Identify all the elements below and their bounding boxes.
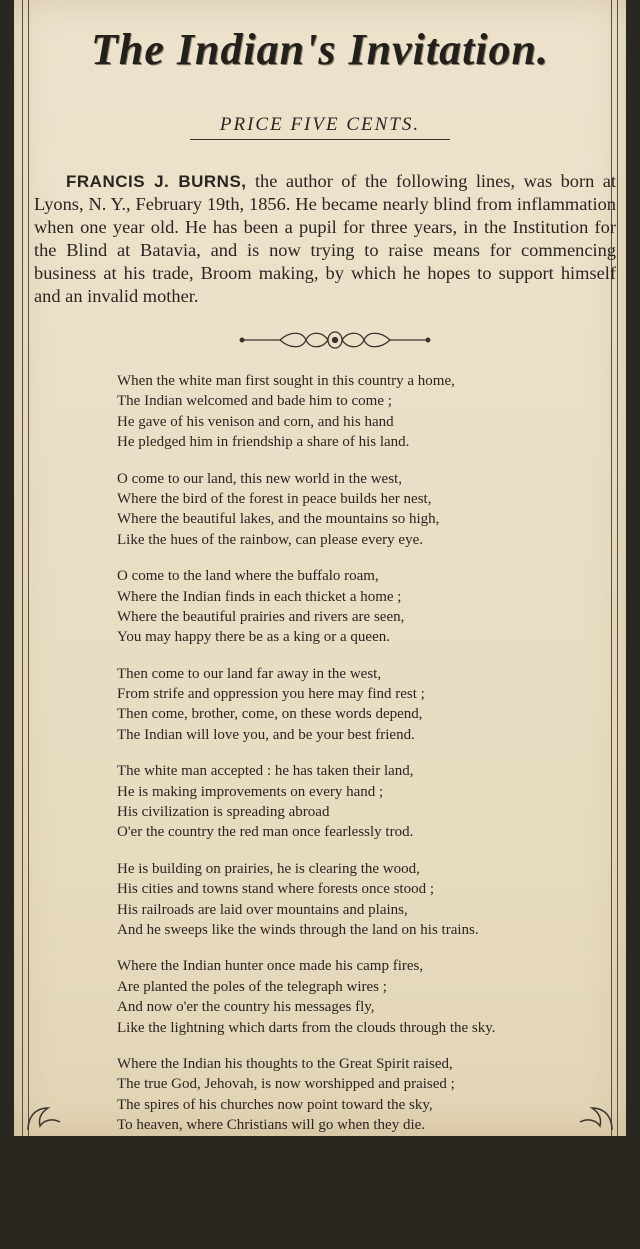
stanza	[117, 469, 612, 551]
stanza	[117, 1054, 612, 1136]
price-underline	[190, 139, 450, 140]
poem-line: And he sweeps like the winds through the land on his trains.	[117, 921, 479, 938]
decorative-divider-icon	[240, 329, 430, 351]
poem-line: You may happy there be as a king or a queen.	[117, 629, 390, 646]
stanza	[117, 566, 612, 648]
newspaper-clipping	[14, 0, 626, 1231]
corner-flourish-icon	[24, 1102, 64, 1132]
poem-line: And when death comes, in heaven we all may unite.	[117, 1214, 430, 1231]
poem-line: May prepare for a home in that sanctified place ;	[117, 1173, 409, 1190]
poem-line: God grant that mankind of every race	[117, 1153, 342, 1170]
poem-line: Where the bird of the forest in peace builds her nest,	[117, 490, 432, 507]
stanza	[117, 761, 612, 843]
poem-line: Then come to our land far away in the west,	[117, 665, 382, 682]
author-intro	[34, 170, 616, 308]
poem-line: Where the beautiful prairies and rivers are seen,	[117, 608, 405, 625]
author-name: FRANCIS J. BURNS,	[66, 172, 247, 191]
poem-line: Like the hues of the rainbow, can please every eye.	[117, 531, 423, 548]
poem-line: To heaven, where Christians will go when they die.	[117, 1117, 426, 1134]
corner-flourish-icon	[576, 1102, 616, 1132]
poem-title: The Indian's Invitation.	[90, 25, 549, 74]
price-line: PRICE FIVE CENTS.	[219, 114, 421, 135]
stanza	[117, 859, 612, 941]
poem-line: He pledged him in friendship a share of his land.	[117, 434, 410, 451]
poem-line: He is building on prairies, he is clearing the wood,	[117, 860, 420, 877]
poem-line: O'er the country the red man once fearlessly trod.	[117, 824, 414, 841]
stanza	[117, 1152, 612, 1234]
poem-line: Are planted the poles of the telegraph wires ;	[117, 978, 387, 995]
poem-line: Where the Indian hunter once made his camp fires,	[117, 958, 424, 975]
poem-line: And now o'er the country his messages fly,	[117, 999, 375, 1016]
stanza	[117, 371, 612, 453]
poem-line: Where the Indian his thoughts to the Great Spirit raised,	[117, 1055, 453, 1072]
stanza	[117, 956, 612, 1038]
left-border-rule	[22, 0, 29, 1136]
poem-line: The white man accepted : he has taken their land,	[117, 763, 414, 780]
poem-line: He is making improvements on every hand ;	[117, 783, 384, 800]
poem-line: That long as we live we may strive to do right,	[117, 1194, 397, 1211]
poem-line: His railroads are laid over mountains and plains,	[117, 901, 408, 918]
intro-text: the author of the following lines, was born at Lyons, N. Y., February 19th, 1856. He became nearly blind from inflammation when one year old. He has been a pupil for three years, in the Institution for the Blind at Batavia, and is now trying to raise means for commencing business at his trade, Broom making, by which he hopes to support himself and an invalid mother.	[34, 171, 617, 306]
poem-line: He gave of his venison and corn, and his hand	[117, 413, 394, 430]
poem-line: The spires of his churches now point toward the sky,	[117, 1096, 433, 1113]
poem-line: From strife and oppression you here may find rest ;	[117, 686, 425, 703]
stanza	[117, 664, 612, 746]
poem-line: When the white man first sought in this country a home,	[117, 373, 455, 389]
poem-line: O come to our land, this new world in the west,	[117, 470, 402, 487]
poem-line: His civilization is spreading abroad	[117, 804, 330, 821]
poem-line: Where the Indian finds in each thicket a home ;	[117, 588, 402, 605]
poem-line: Like the lightning which darts from the clouds through the sky.	[117, 1019, 496, 1036]
poem-line: The Indian welcomed and bade him to come ;	[117, 393, 392, 410]
poem-line: Where the beautiful lakes, and the mountains so high,	[117, 511, 440, 528]
poem-line: O come to the land where the buffalo roam,	[117, 568, 379, 585]
poem-line: His cities and towns stand where forests once stood ;	[117, 881, 435, 898]
poem-line: The true God, Jehovah, is now worshipped and praised ;	[117, 1076, 455, 1093]
poem-body	[102, 371, 612, 1249]
poem-line: Then come, brother, come, on these words depend,	[117, 706, 423, 723]
poem-line: The Indian will love you, and be your best friend.	[117, 726, 415, 743]
